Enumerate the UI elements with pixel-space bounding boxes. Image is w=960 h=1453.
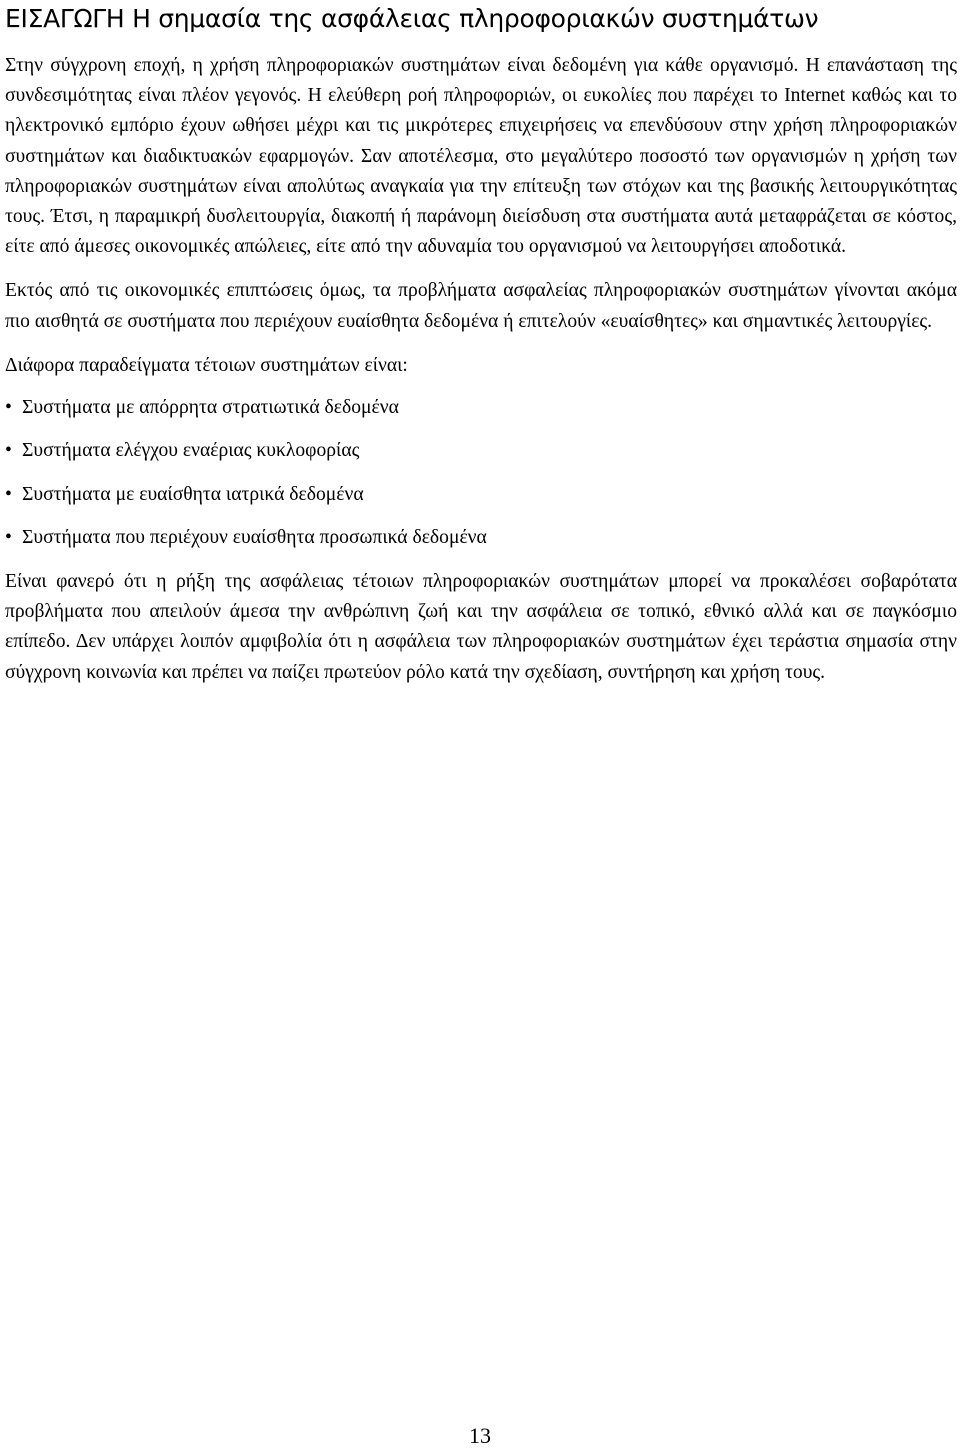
list-item: [5, 393, 957, 423]
paragraph-closing: Είναι φανερό ότι η ρήξη της ασφάλειας τέτοιων πληροφοριακών συστημάτων μπορεί να προκαλέσει σοβαρότατα προβλήματα που απειλούν άμεσα την ανθρώπινη ζωή και την ασφάλεια σε τοπικό, εθνικό αλλά και σε παγκόσμιο επίπεδο. Δεν υπάρχει λοιπόν αμφιβολία ότι η ασφάλεια των πληροφοριακών συστημάτων έχει τεράστια σημασία στην σύγχρονη κοινωνία και πρέπει να παίζει πρωτεύον ρόλο κατά την σχεδίαση, συντήρηση και χρήση τους.: [5, 571, 957, 683]
list-item-text: Συστήματα με απόρρητα στρατιωτικά δεδομένα: [22, 396, 399, 418]
bullet-icon: •: [5, 396, 12, 418]
examples-list: [5, 393, 957, 554]
document-page: [5, 0, 957, 688]
examples-intro: Διάφορα παραδείγματα τέτοιων συστημάτων είναι:: [5, 354, 408, 376]
bullet-icon: •: [5, 483, 12, 505]
list-item: [5, 480, 957, 510]
list-item: [5, 437, 957, 467]
list-item: [5, 524, 957, 554]
bullet-icon: •: [5, 527, 12, 549]
paragraph-intro: Στην σύγχρονη εποχή, η χρήση πληροφοριακών συστημάτων είναι δεδομένη για κάθε οργανισμό. Η επανάσταση της συνδεσιμότητας είναι πλέον γεγονός. Η ελεύθερη ροή πληροφοριών, οι ευκολίες που παρέχει το Internet καθώς και το ηλεκτρονικό εμπόριο έχουν ωθήσει μέχρι και τις μικρότερες επιχειρήσεις να επενδύσουν στην χρήση πληροφοριακών συστημάτων και διαδικτυακών εφαρμογών. Σαν αποτέλεσμα, στο μεγαλύτερο ποσοστό των οργανισμών η χρήση των πληροφοριακών συστημάτων είναι απολύτως αναγκαία για την επίτευξη των στόχων και της βασικής λειτουργικότητας τους. Έτσι, η παραμικρή δυσλειτουργία, διακοπή ή παράνομη διείσδυση στα συστήματα αυτά μεταφράζεται σε κόστος, είτε από άμεσες οικονομικές απώλειες, είτε από την αδυναμία του οργανισμού να λειτουργήσει αποδοτικά.: [5, 55, 957, 258]
list-item-text: Συστήματα ελέγχου εναέριας κυκλοφορίας: [22, 440, 360, 462]
list-item-text: Συστήματα με ευαίσθητα ιατρικά δεδομένα: [22, 483, 364, 505]
list-item-text: Συστήματα που περιέχουν ευαίσθητα προσωπικά δεδομένα: [22, 527, 487, 549]
section-heading: ΕΙΣΑΓΩΓΗ Η σημασία της ασφάλειας πληροφοριακών συστημάτων: [5, 4, 819, 33]
paragraph-impacts: Εκτός από τις οικονομικές επιπτώσεις όμως, τα προβλήματα ασφαλείας πληροφοριακών συστημάτων γίνονται ακόμα πιο αισθητά σε συστήματα που περιέχουν ευαίσθητα δεδομένα ή επιτελούν «ευαίσθητες» και σημαντικές λειτουργίες.: [5, 280, 957, 332]
page-number: 13: [469, 1423, 491, 1448]
bullet-icon: •: [5, 440, 12, 462]
